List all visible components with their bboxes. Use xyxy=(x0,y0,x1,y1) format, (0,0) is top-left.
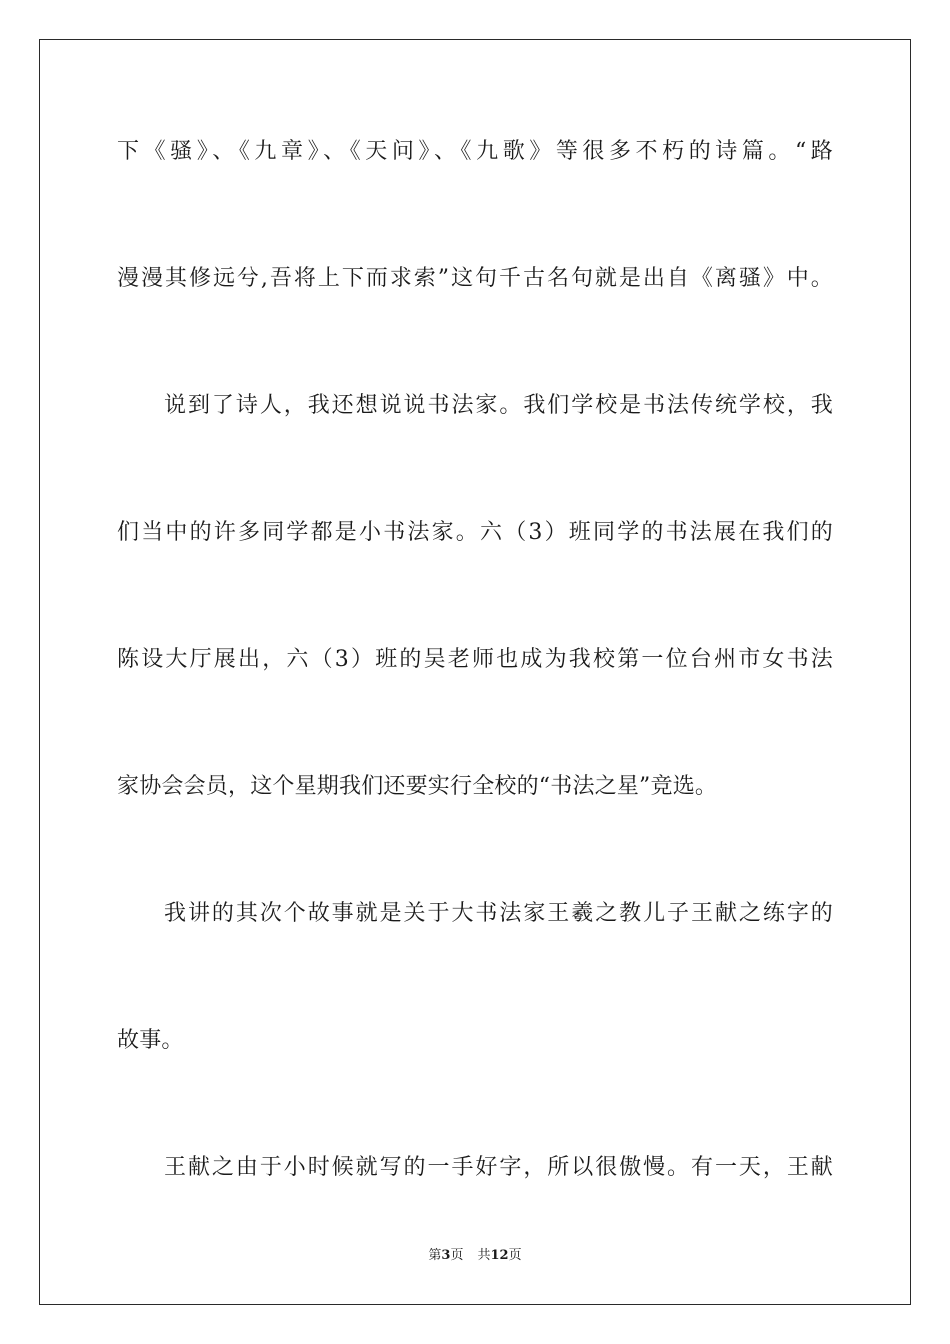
total-prefix: 共 xyxy=(477,1248,491,1263)
text-line-6: 家协会会员，这个星期我们还要实行全校的“书法之星”竞选。 xyxy=(117,774,718,799)
page-footer xyxy=(0,1247,950,1265)
text-line-1: 下《骚》、《九章》、《天问》、《九歌》等很多不朽的诗篇。“路 xyxy=(117,139,833,164)
page-number: 3 xyxy=(441,1248,451,1263)
text-line-4: 们当中的许多同学都是小书法家。六（3）班同学的书法展在我们的 xyxy=(117,520,833,545)
paragraph-start-line-3: 说到了诗人，我还想说说书法家。我们学校是书法传统学校，我 xyxy=(164,393,833,418)
text-line-8: 故事。 xyxy=(117,1028,184,1053)
text-line-5: 陈设大厅展出，六（3）班的吴老师也成为我校第一位台州市女书法 xyxy=(117,647,833,672)
text-line-2: 漫漫其修远兮,吾将上下而求索”这句千古名句就是出自《离骚》中。 xyxy=(117,266,833,291)
paragraph-start-line-9: 王献之由于小时候就写的一手好字，所以很傲慢。有一天，王献 xyxy=(164,1155,833,1180)
paragraph-start-line-7: 我讲的其次个故事就是关于大书法家王羲之教儿子王献之练字的 xyxy=(164,901,833,926)
page-suffix: 页 xyxy=(450,1248,464,1263)
page-prefix: 第 xyxy=(428,1248,442,1263)
total-suffix: 页 xyxy=(508,1248,522,1263)
total-pages: 12 xyxy=(490,1248,509,1263)
